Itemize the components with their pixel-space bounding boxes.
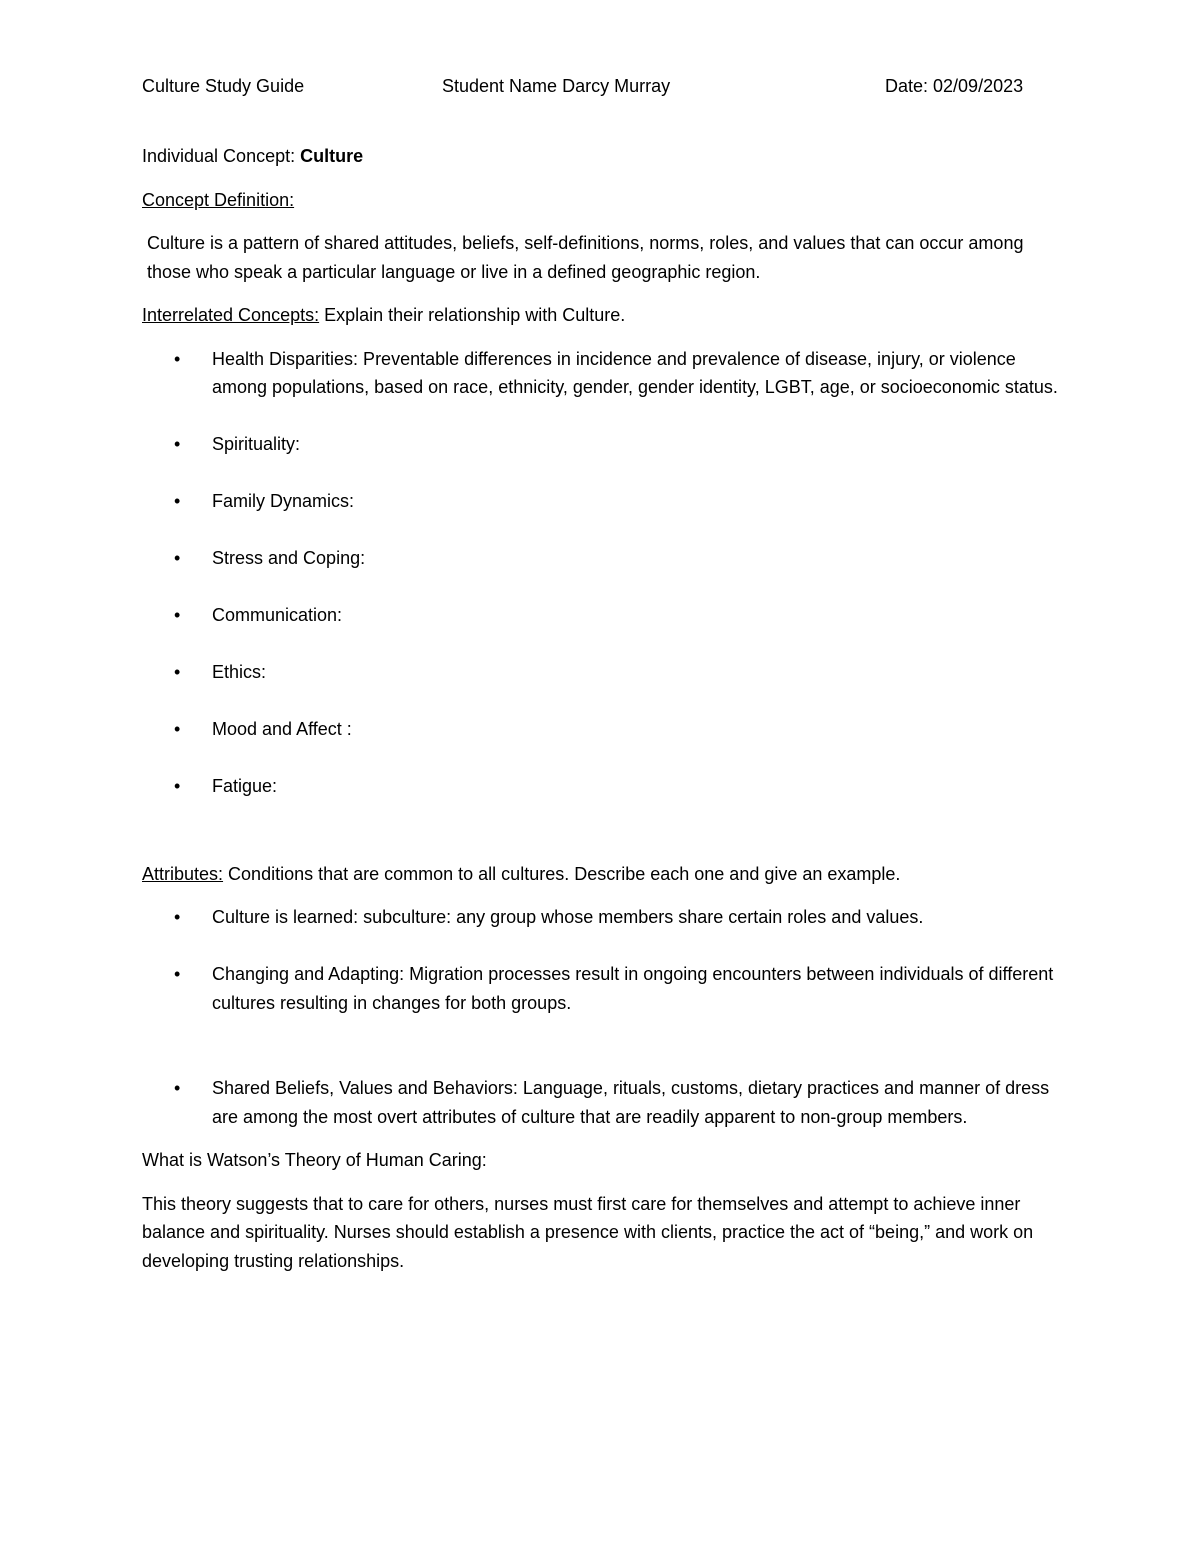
interrelated-instruction: Explain their relationship with Culture.	[319, 305, 626, 325]
individual-concept	[142, 142, 1062, 171]
interrelated-heading	[142, 301, 1062, 330]
list-item: • Communication:	[142, 601, 1062, 630]
interrelated-concepts-list	[142, 345, 1062, 801]
list-item: • Family Dynamics:	[142, 487, 1062, 516]
concept-value: Culture	[300, 146, 364, 166]
attributes-heading	[142, 860, 1062, 889]
bullet-icon: •	[174, 719, 181, 739]
bullet-icon: •	[174, 348, 181, 369]
list-item: • Stress and Coping:	[142, 544, 1062, 573]
list-item: • Shared Beliefs, Values and Behaviors: Language, rituals, customs, dietary practices and manner of dress are among the most overt attributes of culture that are readily apparent to non-group members.	[142, 1074, 1062, 1131]
list-item: • Ethics:	[142, 658, 1062, 687]
list-item: • Culture is learned: subculture: any group whose members share certain roles and values.	[142, 903, 1062, 932]
header-title: Culture Study Guide	[142, 76, 305, 96]
header-date: Date: 02/09/2023	[885, 76, 1024, 96]
attributes-instruction: Conditions that are common to all cultures. Describe each one and give an example.	[223, 863, 901, 884]
concept-label: Individual Concept:	[142, 146, 301, 166]
bullet-icon: •	[174, 434, 181, 454]
bullet-icon: •	[174, 662, 181, 682]
interrelated-label: Interrelated Concepts:	[142, 305, 320, 325]
header-student-name: Student Name Darcy Murray	[442, 76, 671, 96]
definition-text: Culture is a pattern of shared attitudes, beliefs, self-definitions, norms, roles, and values that can occur among those who speak a particular language or live in a defined geographic region.	[147, 233, 1024, 282]
bullet-icon: •	[174, 776, 181, 796]
attributes-label: Attributes:	[142, 863, 224, 884]
list-item: • Fatigue:	[142, 772, 1062, 801]
definition-heading: Concept Definition:	[142, 189, 295, 210]
page-header	[142, 72, 1042, 100]
bullet-icon: •	[174, 491, 181, 511]
watson-question: What is Watson’s Theory of Human Caring:	[142, 1150, 487, 1170]
bullet-icon: •	[174, 907, 181, 927]
attributes-list	[142, 903, 1062, 1131]
list-item: • Changing and Adapting: Migration processes result in ongoing encounters between individuals of different cultures resulting in changes for both groups.	[142, 960, 1062, 1017]
list-item: • Health Disparities: Preventable differences in incidence and prevalence of disease, injury, or violence among populations, based on race, ethnicity, gender, gender identity, LGBT, age, or socioeconomic status.	[142, 345, 1062, 402]
bullet-icon: •	[174, 964, 181, 984]
list-item: • Mood and Affect :	[142, 715, 1062, 744]
bullet-icon: •	[174, 548, 181, 568]
bullet-icon: •	[174, 605, 181, 625]
document-body	[142, 142, 1062, 1290]
bullet-icon: •	[174, 1078, 181, 1098]
list-item: • Spirituality:	[142, 430, 1062, 459]
watson-answer: This theory suggests that to care for others, nurses must first care for themselves and attempt to achieve inner balance and spirituality. Nurses should establish a presence with clients, practice the act of “being,” and work on developing trusting relationships.	[142, 1193, 1034, 1271]
